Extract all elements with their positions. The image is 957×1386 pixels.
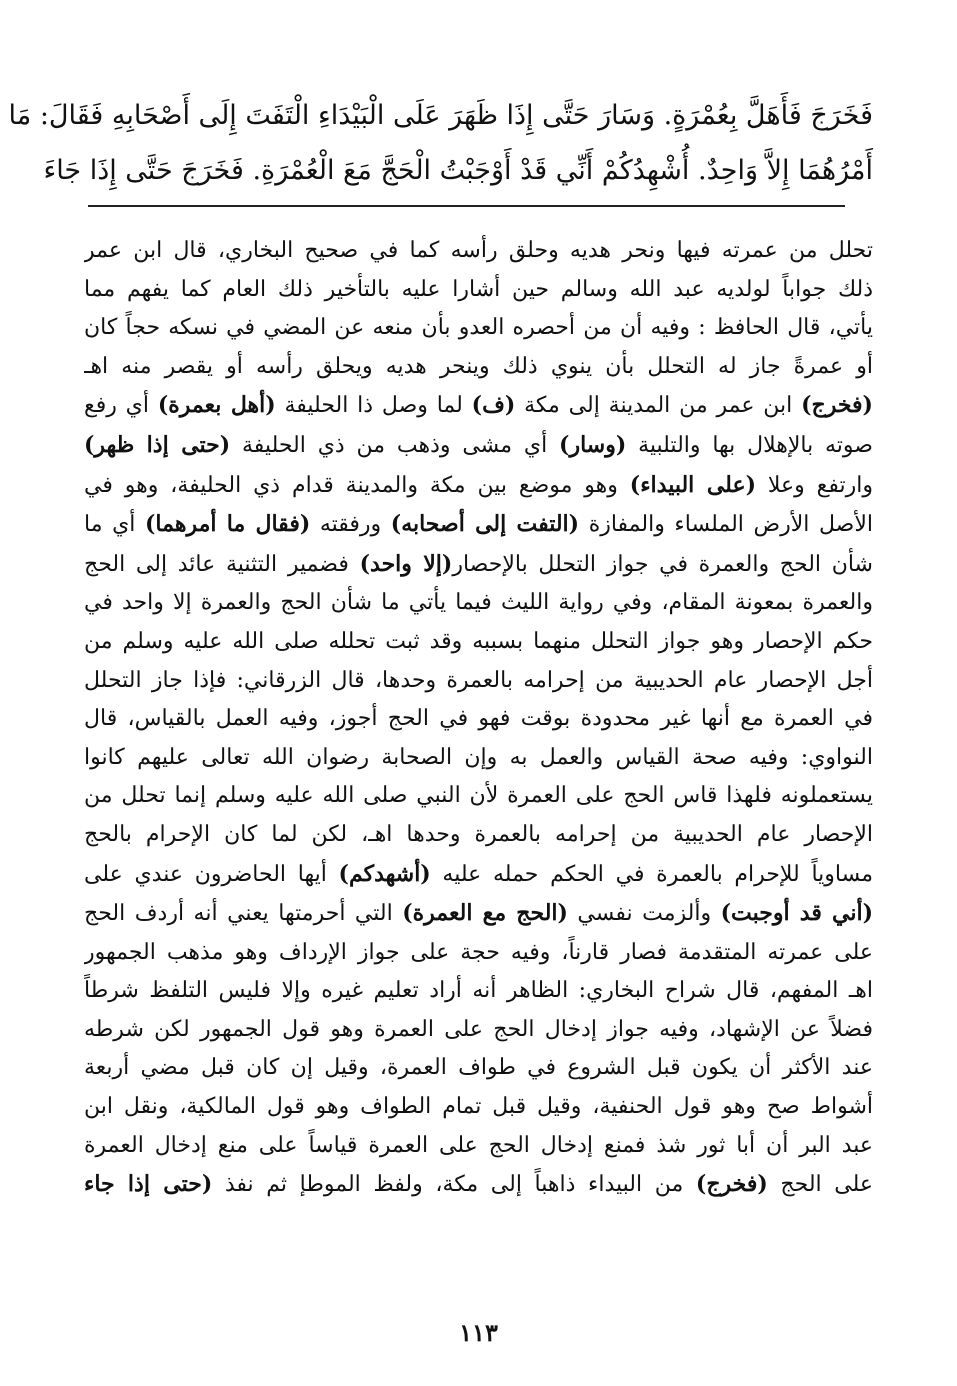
bold-quoted-phrase: (فقال ما أمرهما) [145, 511, 311, 538]
commentary-segment: اهـ المفهم، قال شراح البخاري: الظاهر أنه أراد تعليم غيره وإلا فليس التلفظ شرطاً [84, 978, 873, 1004]
commentary-segment: أي ما [84, 512, 146, 538]
commentary-segment: التي أحرمتها يعني أنه أردف الحج [84, 901, 403, 927]
hadith-text [8, 88, 873, 198]
commentary-segment: وهو موضع بين مكة والمدينة قدام ذي الحليفة، وهو في [84, 472, 630, 498]
commentary-segment: الأصل الأرض الملساء والمفازة [579, 512, 873, 538]
commentary-line [84, 386, 873, 426]
commentary-segment: ابن عمر من المدينة إلى مكة [515, 393, 802, 419]
commentary-segment: حكم الإحصار وهو جواز التحلل منهما بسببه وقد ثبت تحلله صلى الله عليه وسلم من [84, 628, 873, 654]
footnote-divider [88, 205, 845, 207]
commentary-segment: أشواط صح وهو قول الحنفية، وقيل قبل تمام الطواف وهو قول المالكية، ونقل ابن [84, 1094, 873, 1120]
commentary-segment: أي رفع [84, 393, 158, 419]
commentary-segment: يستعملونه فلهذا قاس الحج على العمرة لأن النبي صلى الله عليه وسلم إنما تحلل من [84, 783, 873, 809]
bold-quoted-phrase: (أني قد أوجبت) [720, 900, 873, 927]
bold-quoted-phrase: (حتى إذا جاء [84, 1171, 213, 1198]
bold-quoted-phrase: (فخرج) [695, 1171, 768, 1198]
commentary-line [84, 232, 873, 271]
commentary-segment: صوته بالإهلال بها والتلبية [626, 432, 873, 458]
commentary-segment: ذلك جواباً لولديه عبد الله وسالم حين أشارا عليه بالتأخير ذلك العام كما يفهم مما [84, 276, 873, 302]
commentary-line [84, 855, 873, 895]
commentary-line [84, 700, 873, 739]
commentary-segment: وألزمت نفسي [567, 901, 721, 927]
commentary-line [84, 1011, 873, 1050]
commentary-segment: شأن الحج والعمرة في جواز التحلل بالإحصار [452, 551, 873, 577]
commentary-segment: فضمير التثنية عائد إلى الحج [84, 551, 360, 577]
hadith-line: أَمْرُهُمَا إِلاَّ وَاحِدٌ. أُشْهِدُكُمْ أَنِّي قَدْ أَوْجَبْتُ الْحَجَّ مَعَ الْعُمْرَةِ. فَخَرَجَ حَتَّى إِذَا جَاءَ [43, 155, 873, 186]
bold-quoted-phrase: (أهل بعمرة) [157, 392, 276, 419]
commentary-line [84, 466, 873, 506]
commentary-line [84, 972, 873, 1011]
bold-quoted-phrase: (أشهدكم) [338, 860, 431, 887]
commentary-segment: النواوي: وفيه صحة القياس والعمل به وإن الصحابة رضوان الله تعالى عليهم كانوا [84, 744, 873, 770]
commentary-segment: على عمرته المتقدمة فصار قارناً، وفيه حجة على جواز الإرداف وهو مذهب الجمهور [84, 939, 873, 965]
commentary-line [84, 1049, 873, 1088]
commentary-segment: أجل الإحصار عام الحديبية من إحرامه بالعمرة وحدها، قال الزرقاني: فإذا جاز التحلل [84, 667, 873, 693]
commentary-line [84, 1127, 873, 1166]
commentary-segment: على الحج [767, 1172, 873, 1198]
commentary-segment: في العمرة مع أنها غير محدودة بوقت فهو في الحج أجوز، وفيه العمل بالقياس، قال [84, 706, 873, 732]
bold-quoted-phrase: (فخرج) [801, 392, 873, 419]
commentary-segment: الإحصار عام الحديبية من إحرامه بالعمرة وحدها اهـ، لكن لما كان الإحرام بالحج [84, 821, 873, 847]
bold-quoted-phrase: (حتى إذا ظهر) [84, 431, 231, 458]
commentary-segment: أي مشى وذهب من ذي الحليفة [230, 432, 560, 458]
commentary-segment: عبد البر أن أبا ثور شذ فمنع إدخال الحج على العمرة قياساً على منع إدخال العمرة [84, 1132, 873, 1158]
page-number: ١١٣ [459, 1318, 498, 1347]
commentary-segment: يأتي، قال الحافظ : وفيه أن من أحصره العدو بأن منعه عن المضي في نسكه حجاً كان [84, 315, 873, 341]
commentary-segment: وارتفع وعلا [756, 472, 873, 498]
commentary-line [84, 271, 873, 310]
commentary-line [84, 505, 873, 545]
commentary-line [84, 545, 873, 585]
commentary-line [84, 1088, 873, 1127]
commentary-segment: أيها الحاضرون عندي على [84, 861, 339, 887]
commentary-line [84, 894, 873, 934]
commentary-line [84, 662, 873, 701]
commentary-segment: ورفقته [310, 512, 391, 538]
commentary-segment: تحلل من عمرته فيها ونحر هديه وحلق رأسه كما في صحيح البخاري، قال ابن عمر [84, 238, 873, 263]
bold-quoted-phrase: (ف) [471, 392, 516, 419]
commentary-line [84, 426, 873, 466]
commentary-line [84, 348, 873, 387]
bold-quoted-phrase: (على البيداء) [629, 471, 757, 498]
commentary-line [84, 934, 873, 973]
bold-quoted-phrase: (وسار) [559, 431, 627, 458]
commentary-segment: عند الأكثر أن يكون قبل الشروع في طواف العمرة، وقيل إن كان قبل مضي أربعة [84, 1055, 873, 1081]
commentary-line [84, 584, 873, 623]
commentary-line [84, 623, 873, 662]
commentary-segment: من البيداء ذاهباً إلى مكة، ولفظ الموطإ ثم نفذ [212, 1172, 696, 1198]
hadith-line: فَخَرَجَ فَأَهَلَّ بِعُمْرَةٍ. وَسَارَ حَتَّى إِذَا ظَهَرَ عَلَى الْبَيْدَاءِ الْتَفَتَ إِلَى أَصْحَابِهِ فَقَالَ: مَا [8, 100, 873, 131]
bold-quoted-phrase: (التفت إلى أصحابه) [390, 511, 580, 538]
commentary-line [84, 739, 873, 778]
commentary-line [84, 777, 873, 816]
commentary-line [84, 1165, 873, 1205]
bold-quoted-phrase: (إلا واحد) [359, 550, 453, 577]
commentary-segment: أو عمرةً جاز له التحلل بأن ينوي ذلك وينحر هديه ويحلق رأسه أو يقصر منه اهـ [84, 353, 873, 379]
commentary-segment: والعمرة بمعونة المقام، وفي رواية الليث فيما يأتي ما شأن الحج والعمرة إلا واحد في [84, 590, 873, 616]
commentary-line [84, 816, 873, 855]
commentary-segment: فضلاً عن الإشهاد، وفيه جواز إدخال الحج على العمرة وهو قول الجمهور لكن شرطه [84, 1016, 873, 1042]
bold-quoted-phrase: (الحج مع العمرة) [402, 900, 568, 927]
commentary-text [84, 232, 873, 1205]
commentary-segment: مساوياً للإحرام بالعمرة في الحكم حمله عليه [430, 861, 873, 887]
commentary-line [84, 309, 873, 348]
commentary-segment: لما وصل ذا الحليفة [275, 393, 472, 419]
